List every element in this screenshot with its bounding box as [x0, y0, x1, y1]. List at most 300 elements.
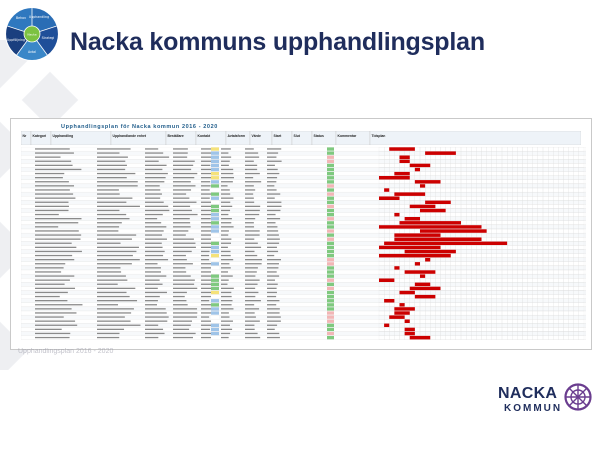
- cell-text: [35, 247, 76, 248]
- cell-text: [97, 247, 139, 248]
- header-label: Start: [273, 134, 282, 138]
- gantt-bar: [394, 213, 399, 217]
- cell-text: [145, 308, 166, 309]
- cell-text: [97, 321, 131, 322]
- cell-text: [221, 152, 228, 153]
- cell-text: [245, 230, 260, 231]
- status-cell: [211, 164, 219, 167]
- slide-title: Nacka kommuns upphandlingsplan: [70, 28, 485, 56]
- status-cell: [327, 291, 334, 294]
- cell-text: [245, 325, 254, 326]
- gantt-bar: [405, 328, 415, 332]
- cell-text: [201, 321, 212, 322]
- gantt-bar: [394, 307, 415, 311]
- cell-text: [145, 165, 167, 166]
- cell-text: [145, 210, 169, 211]
- cell-text: [145, 189, 160, 190]
- cell-text: [97, 177, 127, 178]
- cell-text: [173, 267, 185, 268]
- cell-text: [35, 312, 76, 313]
- cell-text: [221, 148, 231, 149]
- status-cell: [327, 270, 334, 273]
- cell-text: [267, 316, 281, 317]
- cell-text: [35, 218, 81, 219]
- cell-text: [267, 312, 280, 313]
- cell-text: [245, 157, 259, 158]
- gantt-bar: [379, 176, 410, 180]
- cell-text: [173, 165, 193, 166]
- status-cell: [211, 295, 219, 298]
- status-cell: [327, 246, 334, 249]
- cell-text: [145, 239, 167, 240]
- gantt-bar: [420, 209, 446, 213]
- cell-text: [245, 275, 255, 276]
- cell-text: [97, 185, 138, 186]
- gantt-bar: [420, 229, 487, 233]
- cell-text: [97, 329, 124, 330]
- gantt-bar: [384, 299, 394, 303]
- header-label: Upphandling: [52, 134, 74, 138]
- cell-text: [221, 284, 228, 285]
- cell-text: [173, 157, 187, 158]
- cell-text: [173, 169, 191, 170]
- gantt-bar: [379, 279, 394, 283]
- cell-text: [97, 284, 118, 285]
- cell-text: [145, 275, 166, 276]
- cell-text: [201, 161, 212, 162]
- status-cell: [211, 279, 219, 282]
- cell-text: [145, 304, 157, 305]
- cell-text: [173, 316, 197, 317]
- cell-text: [97, 234, 136, 235]
- cell-text: [245, 288, 255, 289]
- cell-text: [97, 189, 119, 190]
- cell-text: [173, 185, 195, 186]
- cell-text: [221, 230, 229, 231]
- header-label: Kommentar: [337, 134, 357, 138]
- cell-text: [97, 304, 118, 305]
- status-cell: [211, 270, 219, 273]
- status-cell: [211, 320, 219, 323]
- cell-text: [221, 316, 230, 317]
- cell-text: [173, 304, 188, 305]
- cell-text: [267, 333, 279, 334]
- cell-text: [145, 181, 164, 182]
- cell-text: [35, 267, 64, 268]
- status-cell: [327, 275, 334, 278]
- cell-text: [145, 284, 163, 285]
- cell-text: [267, 300, 279, 301]
- cell-text: [201, 263, 212, 264]
- cell-text: [267, 161, 282, 162]
- header-label: Tidsplan: [371, 134, 386, 138]
- cell-text: [245, 280, 260, 281]
- cell-text: [267, 296, 276, 297]
- cell-text: [221, 312, 229, 313]
- cell-text: [145, 280, 160, 281]
- cell-text: [97, 206, 140, 207]
- cell-text: [173, 271, 186, 272]
- cell-text: [221, 251, 231, 252]
- status-cell: [211, 193, 219, 196]
- cell-text: [35, 214, 59, 215]
- cell-text: [35, 321, 75, 322]
- wheel-segment-1: Upphandling: [28, 15, 50, 19]
- cell-text: [173, 329, 189, 330]
- cell-text: [221, 280, 229, 281]
- status-cell: [327, 307, 334, 310]
- cell-text: [201, 267, 211, 268]
- cell-text: [173, 259, 187, 260]
- cell-text: [221, 296, 232, 297]
- gantt-bar: [389, 315, 404, 319]
- cell-text: [267, 275, 279, 276]
- cell-text: [173, 198, 189, 199]
- cell-text: [221, 275, 233, 276]
- cell-text: [35, 259, 74, 260]
- cell-text: [245, 189, 255, 190]
- status-cell: [211, 238, 219, 241]
- cell-text: [267, 177, 277, 178]
- header-label: Kategori: [32, 134, 47, 138]
- cell-text: [173, 321, 192, 322]
- cell-text: [97, 222, 122, 223]
- cell-text: [173, 247, 196, 248]
- status-cell: [327, 217, 334, 220]
- status-cell: [211, 250, 219, 253]
- cell-text: [245, 247, 261, 248]
- cell-text: [97, 292, 127, 293]
- gantt-bar: [384, 188, 389, 192]
- cell-text: [35, 292, 68, 293]
- header-label: Värde: [251, 134, 261, 138]
- status-cell: [211, 299, 219, 302]
- status-cell: [327, 193, 334, 196]
- cell-text: [35, 255, 72, 256]
- status-cell: [211, 246, 219, 249]
- cell-text: [35, 296, 60, 297]
- status-cell: [211, 258, 219, 261]
- status-cell: [211, 201, 219, 204]
- cell-text: [145, 333, 165, 334]
- cell-text: [97, 214, 126, 215]
- cell-text: [267, 230, 278, 231]
- cell-text: [221, 247, 228, 248]
- cell-text: [35, 308, 72, 309]
- cell-text: [267, 239, 280, 240]
- cell-text: [221, 226, 234, 227]
- cell-text: [97, 226, 119, 227]
- cell-text: [35, 222, 78, 223]
- cell-text: [145, 329, 163, 330]
- status-cell: [211, 168, 219, 171]
- cell-text: [221, 189, 230, 190]
- cell-text: [145, 296, 160, 297]
- cell-text: [267, 157, 276, 158]
- cell-text: [145, 169, 162, 170]
- cell-text: [35, 243, 72, 244]
- status-cell: [327, 311, 334, 314]
- cell-text: [245, 296, 255, 297]
- status-cell: [327, 283, 334, 286]
- gantt-bar: [425, 258, 430, 262]
- status-cell: [211, 311, 219, 314]
- cell-text: [35, 152, 74, 153]
- cell-text: [173, 161, 195, 162]
- cell-text: [221, 329, 232, 330]
- cell-text: [145, 325, 158, 326]
- cell-text: [173, 189, 191, 190]
- cell-text: [245, 333, 258, 334]
- status-cell: [327, 164, 334, 167]
- cell-text: [173, 312, 197, 313]
- cell-text: [267, 226, 277, 227]
- cell-text: [245, 255, 257, 256]
- status-cell: [211, 283, 219, 286]
- status-cell: [327, 262, 334, 265]
- cell-text: [35, 185, 74, 186]
- cell-text: [221, 267, 231, 268]
- cell-text: [221, 198, 233, 199]
- spreadsheet-header-row: [21, 131, 581, 145]
- cell-text: [145, 292, 167, 293]
- status-cell: [211, 205, 219, 208]
- wheel-segment-2: Strategi: [41, 36, 55, 40]
- cell-text: [201, 300, 209, 301]
- cell-text: [145, 218, 157, 219]
- cell-text: [221, 337, 229, 338]
- cell-text: [173, 280, 195, 281]
- cell-text: [173, 243, 195, 244]
- cell-text: [97, 300, 137, 301]
- cell-text: [245, 210, 260, 211]
- cell-text: [267, 325, 277, 326]
- cell-text: [145, 198, 160, 199]
- status-cell: [327, 152, 334, 155]
- cell-text: [145, 337, 158, 338]
- cell-text: [173, 181, 191, 182]
- cell-text: [145, 259, 168, 260]
- cell-text: [267, 255, 274, 256]
- cell-text: [267, 169, 278, 170]
- logo-word-kommun: KOMMUN: [504, 403, 563, 414]
- cell-text: [267, 198, 275, 199]
- cell-text: [35, 271, 61, 272]
- cell-text: [35, 280, 70, 281]
- cell-text: [221, 271, 228, 272]
- cell-text: [145, 288, 158, 289]
- cell-text: [267, 308, 280, 309]
- cell-text: [267, 263, 279, 264]
- status-cell: [211, 234, 219, 237]
- cell-text: [267, 321, 281, 322]
- cell-text: [201, 308, 212, 309]
- gantt-bar: [420, 274, 425, 278]
- status-cell: [327, 225, 334, 228]
- cell-text: [267, 267, 278, 268]
- cell-text: [173, 308, 197, 309]
- cell-text: [267, 259, 281, 260]
- status-cell: [211, 176, 219, 179]
- status-cell: [327, 234, 334, 237]
- cell-text: [97, 243, 121, 244]
- status-cell: [327, 328, 334, 331]
- cell-text: [201, 329, 210, 330]
- header-label: Nr: [22, 134, 27, 138]
- cell-text: [35, 165, 73, 166]
- cell-text: [245, 181, 261, 182]
- cell-text: [221, 239, 231, 240]
- gantt-bar: [405, 332, 415, 336]
- cell-text: [35, 189, 70, 190]
- cell-text: [173, 255, 186, 256]
- cell-text: [173, 148, 188, 149]
- procurement-spreadsheet: [10, 118, 592, 350]
- cell-text: [145, 263, 158, 264]
- status-cell: [327, 147, 334, 150]
- status-cell: [211, 152, 219, 155]
- cell-text: [245, 148, 254, 149]
- status-cell: [327, 188, 334, 191]
- cell-text: [221, 259, 233, 260]
- cell-text: [267, 165, 275, 166]
- cell-text: [173, 177, 194, 178]
- cell-text: [221, 181, 233, 182]
- status-cell: [327, 303, 334, 306]
- status-cell: [211, 324, 219, 327]
- cell-text: [221, 288, 234, 289]
- wheel-segment-5: Behov: [15, 16, 27, 20]
- cell-text: [97, 288, 135, 289]
- cell-text: [201, 316, 209, 317]
- cell-text: [267, 193, 280, 194]
- cell-text: [245, 243, 258, 244]
- status-cell: [327, 336, 334, 339]
- cell-text: [173, 230, 188, 231]
- cell-text: [267, 189, 277, 190]
- cell-text: [35, 275, 74, 276]
- cell-text: [173, 193, 186, 194]
- cell-text: [267, 329, 275, 330]
- cell-text: [35, 337, 70, 338]
- cell-text: [267, 280, 275, 281]
- gantt-bar: [394, 266, 399, 270]
- cell-text: [145, 300, 158, 301]
- cell-text: [245, 206, 260, 207]
- cell-text: [97, 267, 121, 268]
- slide-footer-hint: Upphandlingsplan 2016 - 2020: [18, 348, 114, 355]
- cell-text: [267, 173, 279, 174]
- cell-text: [35, 239, 81, 240]
- cell-text: [245, 218, 255, 219]
- cell-text: [97, 280, 127, 281]
- cell-text: [35, 251, 82, 252]
- cell-text: [245, 234, 260, 235]
- status-cell: [327, 197, 334, 200]
- cell-text: [201, 284, 212, 285]
- cell-text: [97, 173, 135, 174]
- status-cell: [327, 332, 334, 335]
- cell-text: [97, 161, 125, 162]
- nacka-emblem-icon: [564, 383, 592, 411]
- cell-text: [221, 206, 232, 207]
- cell-text: [173, 251, 192, 252]
- status-cell: [327, 180, 334, 183]
- cell-text: [245, 267, 258, 268]
- status-cell: [211, 209, 219, 212]
- cell-text: [267, 251, 278, 252]
- cell-text: [145, 251, 165, 252]
- logo-word-nacka: NACKA: [498, 385, 558, 402]
- gantt-bar: [410, 336, 431, 340]
- cell-text: [35, 169, 81, 170]
- status-cell: [327, 250, 334, 253]
- cell-text: [97, 271, 121, 272]
- cell-text: [221, 222, 231, 223]
- cell-text: [201, 218, 211, 219]
- cell-text: [245, 226, 254, 227]
- gantt-bar: [415, 295, 436, 299]
- cell-text: [35, 230, 79, 231]
- cell-text: [97, 202, 126, 203]
- cell-text: [35, 234, 81, 235]
- cell-text: [145, 255, 163, 256]
- cell-text: [35, 288, 75, 289]
- cell-text: [221, 255, 231, 256]
- cell-text: [201, 198, 210, 199]
- cell-text: [145, 152, 163, 153]
- cell-text: [245, 202, 254, 203]
- cell-text: [97, 312, 131, 313]
- cell-text: [201, 271, 212, 272]
- cell-text: [221, 165, 229, 166]
- cell-text: [201, 165, 210, 166]
- gantt-bar: [379, 197, 400, 201]
- gantt-bar: [400, 156, 410, 160]
- cell-text: [145, 185, 160, 186]
- cell-text: [97, 259, 140, 260]
- cell-text: [35, 202, 68, 203]
- cell-text: [35, 263, 65, 264]
- status-cell: [327, 201, 334, 204]
- cell-text: [173, 296, 185, 297]
- header-label: Beställare: [167, 134, 184, 138]
- status-cell: [211, 266, 219, 269]
- cell-text: [173, 288, 197, 289]
- cell-text: [245, 300, 261, 301]
- header-label: Kontakt: [197, 134, 211, 138]
- status-cell: [327, 160, 334, 163]
- cell-text: [35, 284, 65, 285]
- cell-text: [145, 193, 162, 194]
- gantt-bar: [415, 262, 420, 266]
- cell-text: [267, 271, 277, 272]
- cell-text: [145, 312, 167, 313]
- cell-text: [35, 329, 62, 330]
- cell-text: [245, 239, 254, 240]
- cell-text: [35, 325, 77, 326]
- cell-text: [201, 251, 210, 252]
- status-cell: [211, 242, 219, 245]
- cell-text: [97, 210, 119, 211]
- cell-text: [245, 198, 254, 199]
- cell-text: [221, 161, 230, 162]
- cell-text: [145, 202, 164, 203]
- cell-text: [97, 251, 136, 252]
- status-cell: [327, 287, 334, 290]
- cell-text: [245, 316, 256, 317]
- cell-text: [173, 234, 186, 235]
